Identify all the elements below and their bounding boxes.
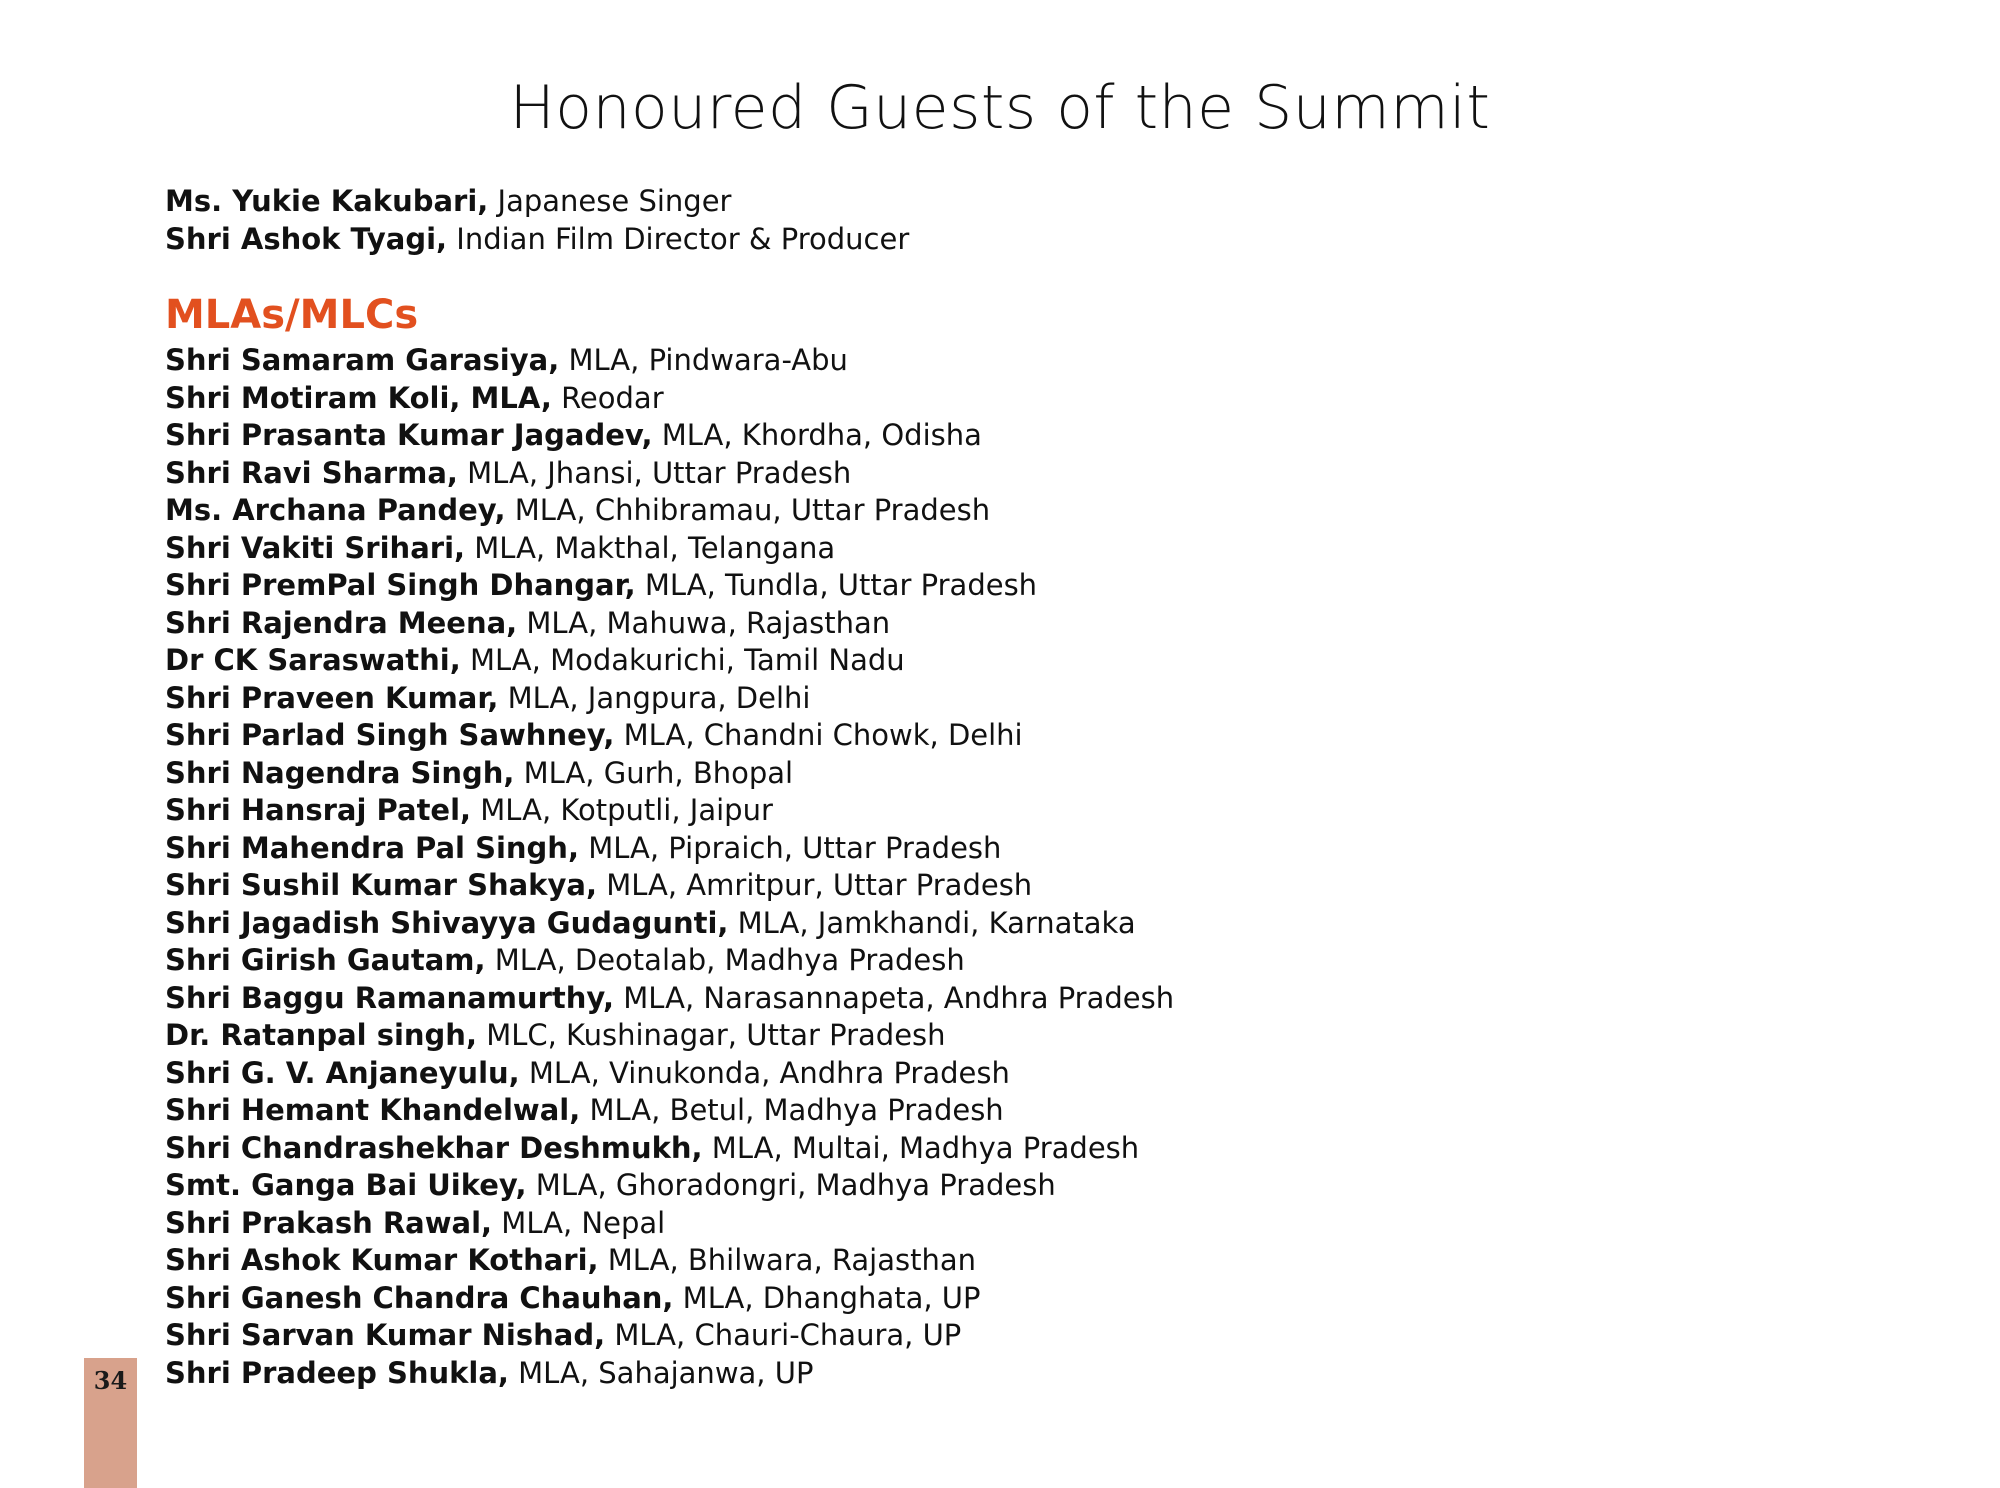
mla-name: Shri PremPal Singh Dhangar,: [165, 568, 636, 602]
mla-detail: MLA, Vinukonda, Andhra Pradesh: [528, 1055, 1010, 1090]
mla-entry: [165, 455, 1865, 493]
mla-name: Shri Prakash Rawal,: [165, 1205, 493, 1240]
mlas-list: [165, 342, 1865, 1392]
mla-detail: MLA, Bhilwara, Rajasthan: [607, 1243, 977, 1277]
mla-name: Shri Ashok Kumar Kothari,: [165, 1243, 599, 1277]
mla-entry: [165, 380, 1865, 418]
mla-detail: MLA, Ghoradongri, Madhya Pradesh: [535, 1168, 1056, 1202]
mla-entry: [165, 942, 1865, 980]
mla-entry: [165, 830, 1865, 868]
mla-entry: [165, 867, 1865, 905]
mla-detail: MLA, Jhansi, Uttar Pradesh: [467, 455, 852, 490]
mla-detail: MLA, Jamkhandi, Karnataka: [737, 905, 1136, 940]
guest-entry: [165, 221, 1865, 259]
mla-entry: [165, 905, 1865, 943]
mla-name: Smt. Ganga Bai Uikey,: [165, 1168, 527, 1202]
guest-name: Ms. Yukie Kakubari,: [165, 184, 489, 218]
mla-detail: MLA, Gurh, Bhopal: [523, 755, 794, 790]
page-number: 34: [93, 1366, 128, 1395]
mla-detail: MLA, Sahajanwa, UP: [518, 1355, 814, 1390]
mla-name: Shri Baggu Ramanamurthy,: [165, 980, 615, 1015]
mla-name: Shri Pradeep Shukla,: [165, 1355, 509, 1390]
mla-entry: [165, 1317, 1865, 1355]
mla-detail: MLA, Jangpura, Delhi: [507, 680, 811, 715]
mla-detail: MLC, Kushinagar, Uttar Pradesh: [486, 1018, 946, 1052]
mla-name: Shri Girish Gautam,: [165, 943, 486, 977]
mla-detail: MLA, Makthal, Telangana: [474, 530, 836, 565]
mla-name: Shri Samaram Garasiya,: [165, 343, 560, 377]
mla-entry: [165, 980, 1865, 1018]
mla-name: Shri Ganesh Chandra Chauhan,: [165, 1280, 674, 1315]
mla-detail: MLA, Tundla, Uttar Pradesh: [644, 568, 1038, 602]
mla-entry: [165, 567, 1865, 605]
mla-name: Shri Nagendra Singh,: [165, 755, 515, 790]
mla-entry: [165, 530, 1865, 568]
mla-name: Shri Motiram Koli, MLA,: [165, 380, 552, 415]
guest-name: Shri Ashok Tyagi,: [165, 221, 448, 256]
mla-entry: [165, 680, 1865, 718]
guest-detail: Indian Film Director & Producer: [456, 221, 910, 256]
mla-entry: [165, 717, 1865, 755]
mla-detail: MLA, Narasannapeta, Andhra Pradesh: [623, 980, 1175, 1015]
mla-name: Shri Vakiti Srihari,: [165, 530, 466, 565]
mla-detail: MLA, Amritpur, Uttar Pradesh: [606, 868, 1033, 902]
mla-detail: MLA, Deotalab, Madhya Pradesh: [494, 943, 965, 977]
mla-name: Shri Jagadish Shivayya Gudagunti,: [165, 905, 729, 940]
mla-detail: MLA, Pipraich, Uttar Pradesh: [588, 830, 1002, 865]
mla-detail: MLA, Pindwara-Abu: [568, 343, 848, 377]
mla-name: Dr. Ratanpal singh,: [165, 1018, 477, 1052]
mla-entry: [165, 1055, 1865, 1093]
mla-entry: [165, 642, 1865, 680]
mla-name: Shri G. V. Anjaneyulu,: [165, 1055, 520, 1090]
mla-name: Shri Prasanta Kumar Jagadev,: [165, 418, 653, 452]
mla-entry: [165, 1205, 1865, 1243]
mla-detail: MLA, Khordha, Odisha: [661, 418, 982, 452]
mla-detail: MLA, Chhibramau, Uttar Pradesh: [514, 493, 991, 527]
mla-name: Shri Hemant Khandelwal,: [165, 1093, 581, 1127]
mla-name: Shri Sushil Kumar Shakya,: [165, 868, 597, 902]
guests-section: [165, 183, 1865, 258]
guest-detail: Japanese Singer: [497, 184, 732, 218]
guest-list: [165, 183, 1865, 1392]
mla-detail: MLA, Betul, Madhya Pradesh: [589, 1093, 1004, 1127]
mla-name: Ms. Archana Pandey,: [165, 493, 506, 527]
mla-detail: MLA, Mahuwa, Rajasthan: [526, 605, 891, 640]
mla-entry: [165, 1017, 1865, 1055]
mla-name: Shri Chandrashekhar Deshmukh,: [165, 1130, 703, 1165]
mla-entry: [165, 605, 1865, 643]
page-title: Honoured Guests of the Summit: [509, 73, 1491, 143]
mla-name: Shri Mahendra Pal Singh,: [165, 830, 579, 865]
mla-name: Shri Parlad Singh Sawhney,: [165, 718, 615, 752]
mla-entry: [165, 342, 1865, 380]
mla-name: Shri Sarvan Kumar Nishad,: [165, 1318, 606, 1352]
mla-detail: MLA, Kotputli, Jaipur: [480, 793, 773, 827]
mla-entry: [165, 1280, 1865, 1318]
mla-name: Dr CK Saraswathi,: [165, 643, 461, 677]
mla-entry: [165, 1130, 1865, 1168]
mla-entry: [165, 1167, 1865, 1205]
mla-entry: [165, 417, 1865, 455]
mla-detail: MLA, Chandni Chowk, Delhi: [623, 718, 1023, 752]
mla-detail: MLA, Nepal: [501, 1205, 666, 1240]
mla-detail: MLA, Multai, Madhya Pradesh: [711, 1130, 1140, 1165]
mla-entry: [165, 492, 1865, 530]
mla-entry: [165, 1242, 1865, 1280]
guest-entry: [165, 183, 1865, 221]
mla-detail: MLA, Dhanghata, UP: [682, 1280, 981, 1315]
mla-name: Shri Ravi Sharma,: [165, 455, 458, 490]
mlas-heading: MLAs/MLCs: [165, 292, 419, 338]
mla-entry: [165, 755, 1865, 793]
mla-entry: [165, 1355, 1865, 1393]
mla-entry: [165, 792, 1865, 830]
mla-detail: MLA, Chauri-Chaura, UP: [614, 1318, 962, 1352]
mla-entry: [165, 1092, 1865, 1130]
mla-name: Shri Hansraj Patel,: [165, 793, 472, 827]
mla-detail: Reodar: [561, 380, 664, 415]
mla-detail: MLA, Modakurichi, Tamil Nadu: [469, 643, 905, 677]
mla-name: Shri Rajendra Meena,: [165, 605, 518, 640]
mla-name: Shri Praveen Kumar,: [165, 680, 499, 715]
